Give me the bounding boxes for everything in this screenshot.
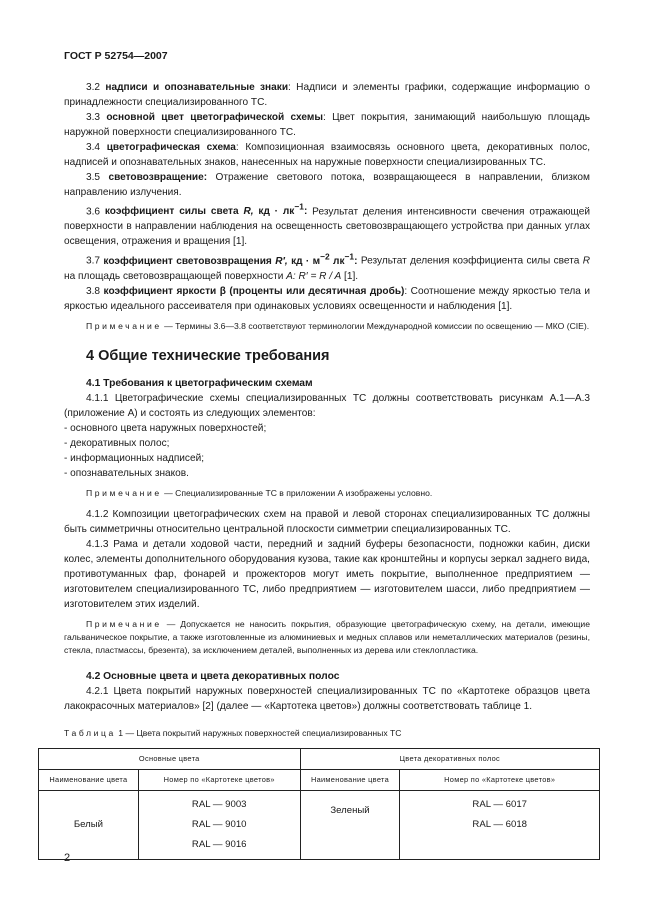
definition-3-2: 3.2 надписи и опознавательные знаки: Надписи и элементы графики, содержащие информацию о принадлежности специализированного ТС. <box>64 82 591 108</box>
term: цветографическая схема <box>106 142 236 153</box>
paragraph-4-1-1: 4.1.1 Цветографические схемы специализированных ТС должны соответствовать рисункам А.1—А.3 (приложение А) и состоять из следующих элементов: <box>64 392 590 419</box>
term: основной цвет цветографической схемы <box>106 112 323 123</box>
definition-3-4: 3.4 цветографическая схема: Композиционная взаимосвязь основного цвета, декоративных полос, надписей и опознавательных знаков, нанесенных на наружные поверхности специализированных ТС. <box>64 142 591 168</box>
table-col-name: Наименование цвета <box>39 769 139 790</box>
page-number: 2 <box>64 852 71 864</box>
page-body <box>49 80 591 860</box>
definition-3-8: 3.8 коэффициент яркости β (проценты или десятичная дробь): Соотношение между яркостью тела и яркостью идеального рассеивателя при одинаковых условиях освещенности и наблюдения [1]. <box>64 285 591 312</box>
elements-list <box>64 421 590 481</box>
paragraph-4-1-2: 4.1.2 Композиции цветографических схем на правой и левой сторонах специализированных ТС должны быть симметричны относительно центральной плоскости симметрии специализированных ТС. <box>64 508 590 535</box>
definition-3-7: 3.7 коэффициент световозвращения R′, кд · $м^{-2}$ $лк^{-1}$: Результат деления коэффициента силы света R на площадь световозвращающей поверхности A: R′ = R / A [1]. <box>64 251 590 282</box>
term: световозвращение: <box>108 172 208 183</box>
section-4-1-title: 4.1 Требования к цветографическим схемам <box>86 377 313 389</box>
table-row <box>39 790 600 859</box>
table-col-name: Наименование цвета <box>300 769 400 790</box>
table-col-number: Номер по «Картотеке цветов» <box>138 769 300 790</box>
list-item: - основного цвета наружных поверхностей; <box>64 422 267 434</box>
list-item: - информационных надписей; <box>64 452 205 464</box>
section-4-2-title: 4.2 Основные цвета и цвета декоративных полос <box>86 670 340 682</box>
list-item: - опознавательных знаков. <box>64 467 189 479</box>
definition-3-6: 3.6 коэффициент силы света R, кд · $лк^{-1}$: Результат деления интенсивности свечения отражающей поверхности в направлении наблюдения на освещенность световозвращающего устройства при данных углах освещения, отражения и вращения [1]. <box>64 202 590 248</box>
term: надписи и опознавательные знаки <box>105 82 289 93</box>
note-appendix: Примечание — Специализированные ТС в приложении А изображены условно. <box>86 487 433 498</box>
document-header: ГОСТ Р 52754—2007 <box>64 50 168 62</box>
main-color-name: Белый <box>39 790 139 859</box>
table-header-deco-colors: Цвета декоративных полос <box>300 748 599 769</box>
definition-3-5: 3.5 световозвращение: Отражение светового потока, возвращающееся в направлении, близком направлению излучения. <box>64 172 590 198</box>
main-color-codes: RAL — 9003 RAL — 9010 RAL — 9016 <box>138 790 300 859</box>
table-header-main-colors: Основные цвета <box>39 748 301 769</box>
list-item: - декоративных полос; <box>64 437 170 449</box>
note-terms: Примечание — Термины 3.6—3.8 соответствуют терминологии Международной комиссии по освещению — МКО (CIE). <box>86 320 590 331</box>
table-caption: Таблица 1 — Цвета покрытий наружных поверхностей специализированных ТС <box>64 727 402 738</box>
term: коэффициент световозвращения R′, кд · $м^{-2}$ $лк^{-1}$: <box>103 251 358 267</box>
deco-color-codes: RAL — 6017 RAL — 6018 <box>400 790 600 859</box>
term: коэффициент силы света R, кд · $лк^{-1}$: <box>104 202 308 218</box>
paragraph-4-2-1: 4.2.1 Цвета покрытий наружных поверхностей специализированных ТС по «Картотеке образцов цвета лакокрасочных материалов» [2] (далее — «Картотека цветов») должны соответствовать таблице 1. <box>64 685 590 712</box>
term: коэффициент яркости β (проценты или десятичная дробь) <box>103 285 405 297</box>
table-col-number: Номер по «Картотеке цветов» <box>400 769 600 790</box>
note-coatings: Примечание — Допускается не наносить покрытия, образующие цветографическую схему, на детали, имеющие гальваническое покрытие, а также изготовленные из алюминиевых и медных сплавов или неметаллических материалов (резины, стекла, пластмассы, брезента), за исключением деталей, выполненных из дерева или стеклопластика. <box>64 618 590 655</box>
deco-color-name: Зеленый <box>300 790 400 859</box>
paragraph-4-1-3: 4.1.3 Рама и детали ходовой части, передний и задний буферы безопасности, подножки кабин, диски колес, элементы дополнительного оборудования кузова, такие как кронштейны и корпусы зеркал заднего вида, противотуманных фар, фонарей и прожекторов могут иметь покрытие, выполненное предприятием — изготовителем специализированного ТС, либо предприятием — изготовителем шасси, либо предприятием — изготовителем этих изделий. <box>64 538 590 610</box>
colors-table <box>38 748 600 860</box>
section-4-title: 4 Общие технические требования <box>86 347 330 364</box>
definition-3-3: 3.3 основной цвет цветографической схемы: Цвет покрытия, занимающий наибольшую площадь наружной поверхности специализированного ТС. <box>64 112 590 138</box>
